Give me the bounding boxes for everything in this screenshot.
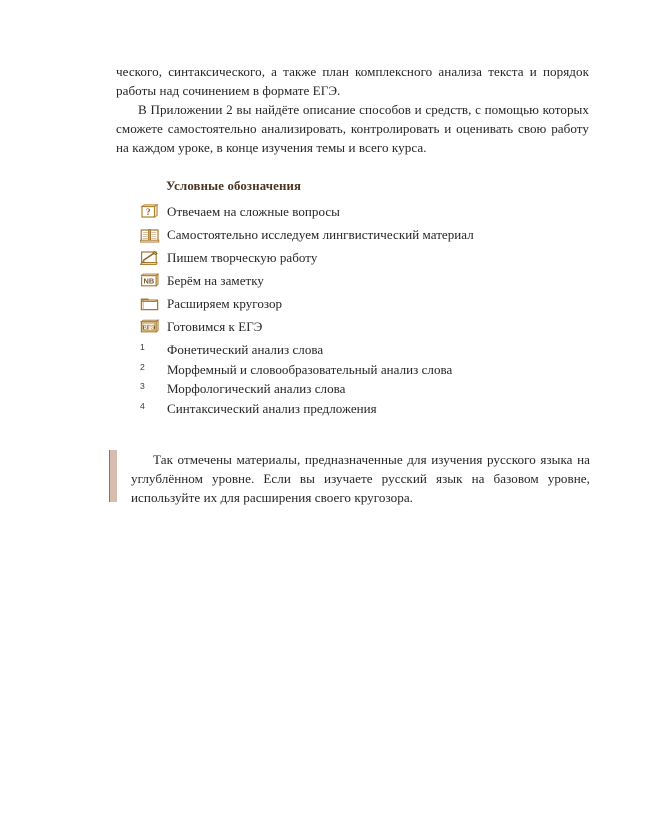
legend-item — [140, 315, 580, 338]
legend-item — [140, 200, 580, 223]
legend-item-label: Самостоятельно исследуем лингвистический материал — [167, 226, 474, 242]
analysis-label: Синтаксический анализ предложения — [167, 400, 377, 416]
analysis-marker: 2 — [140, 361, 145, 372]
analysis-marker: 4 — [140, 400, 145, 411]
intro-paragraph-1: ческого, синтаксического, а также план комплексного анализа текста и порядок работы над сочинением в формате ЕГЭ. — [116, 64, 589, 98]
pen-writing-icon — [140, 249, 162, 267]
analysis-label: Морфологический анализ слова — [167, 381, 346, 396]
legend-item — [140, 269, 580, 292]
analysis-label: Морфемный и словообразовательный анализ слова — [167, 361, 453, 377]
nb-note-icon — [140, 272, 162, 290]
question-box-icon — [140, 203, 162, 221]
analysis-marker: 1 — [140, 342, 145, 352]
ege-icon-text: ЕГЭ — [142, 324, 156, 332]
analysis-label: Фонетический анализ слова — [167, 342, 324, 357]
open-book-icon — [140, 226, 162, 244]
legend-item — [140, 223, 580, 246]
legend-list — [140, 200, 580, 338]
analysis-marker: 3 — [140, 381, 145, 391]
advanced-level-note — [109, 450, 590, 507]
legend-item-label: Пишем творческую работу — [167, 249, 318, 265]
svg-text:?: ? — [145, 208, 151, 218]
ege-exam-icon — [140, 318, 162, 336]
legend-item-label: Отвечаем на сложные вопросы — [167, 203, 340, 219]
legend-item-label: Готовимся к ЕГЭ — [167, 318, 263, 334]
legend-heading: Условные обозначения — [166, 179, 302, 193]
list-item — [140, 400, 580, 420]
note-side-rule — [109, 450, 117, 502]
note-text: Так отмечены материалы, предназначенные для изучения русского языка на углублённом уровне. Если вы изучаете русский язык на базовом уровне, используйте их для расширения своего кругозора. — [131, 452, 590, 505]
legend-item — [140, 246, 580, 269]
analysis-list — [140, 341, 580, 419]
folder-icon — [140, 295, 162, 313]
nb-icon-text: NB — [143, 276, 155, 286]
legend-item-label: Берём на заметку — [167, 272, 264, 288]
legend-item-label: Расширяем кругозор — [167, 295, 283, 311]
intro-paragraph-2: В Приложении 2 вы найдёте описание способов и средств, с помощью которых сможете самостоятельно анализировать, контролировать и оценивать свою работу на каждом уроке, в конце изучения темы и всего курса. — [116, 102, 589, 155]
legend-item — [140, 292, 580, 315]
list-item — [140, 361, 580, 381]
list-item — [140, 380, 580, 400]
list-item — [140, 341, 580, 361]
intro-text-block — [116, 62, 589, 157]
